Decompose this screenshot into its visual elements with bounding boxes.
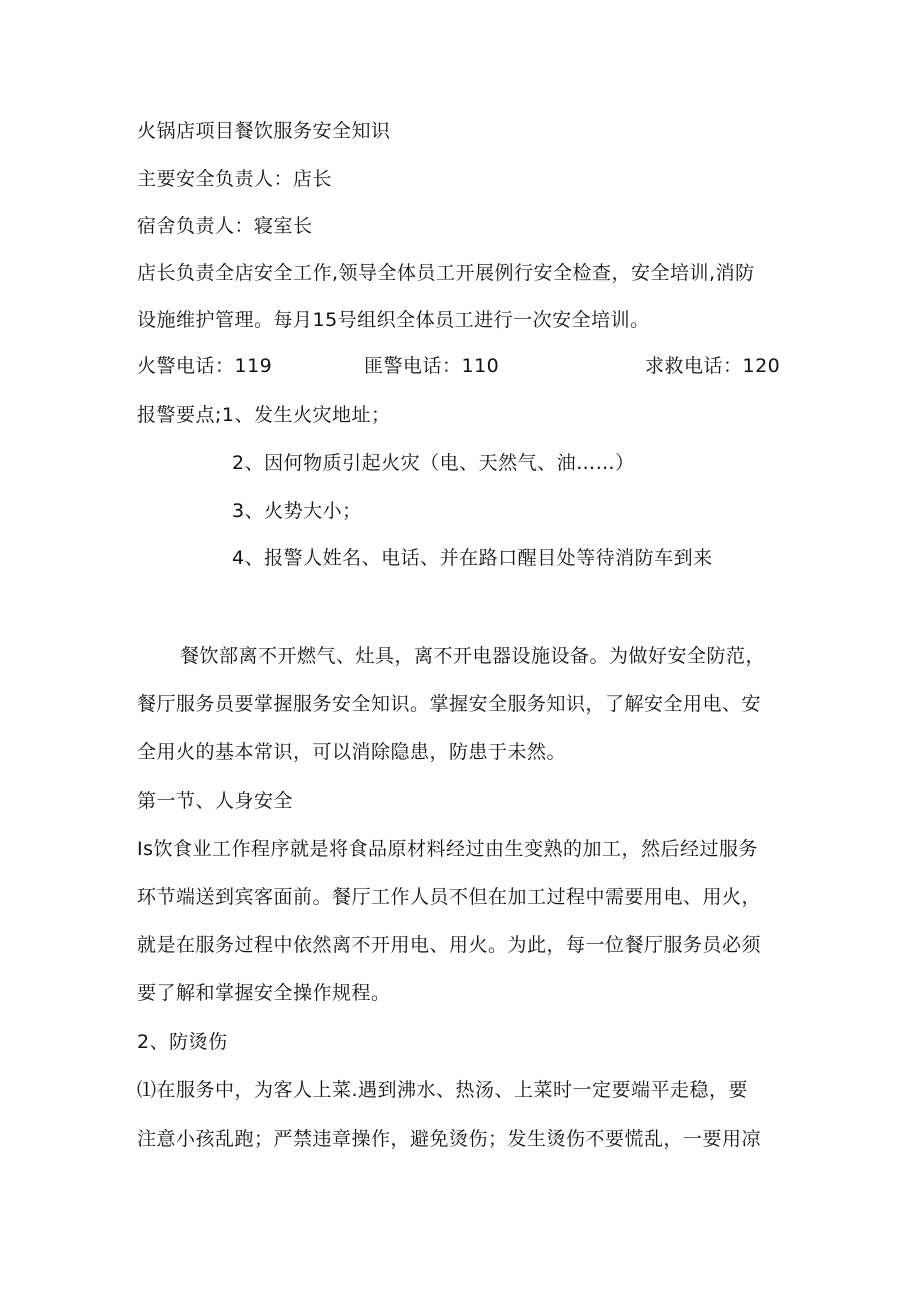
alarm-point-item-2: 2、因何物质引起火灾（电、天然气、油……）	[232, 452, 635, 474]
police-phone: 匪警电话：110	[364, 355, 500, 377]
duty-paragraph-line-2: 设施维护管理。每月15号组织全体员工进行一次安全培训。	[137, 309, 650, 331]
main-responsible-line: 主要安全负责人：店长	[137, 168, 333, 190]
intro-paragraph-line-2: 餐厅服务员要掌握服务安全知识。掌握安全服务知识，了解安全用电、安	[137, 693, 762, 715]
subsection-2-line-1: ⑴在服务中，为客人上菜.遇到沸水、热汤、上菜时一定要端平走稳，要	[137, 1079, 749, 1101]
intro-paragraph-line-3: 全用火的基本常识，可以消除隐患，防患于未然。	[137, 741, 567, 763]
subsection-2-line-2: 注意小孩乱跑；严禁违章操作，避免烫伤；发生烫伤不要慌乱，一要用凉	[137, 1128, 762, 1150]
document-title: 火锅店项目餐饮服务安全知识	[137, 120, 391, 142]
section-1-line-4: 要了解和掌握安全操作规程。	[137, 982, 391, 1004]
alarm-point-item-3: 3、火势大小；	[232, 500, 362, 522]
section-1-heading: 第一节、人身安全	[137, 790, 294, 812]
intro-paragraph-line-1: 餐饮部离不开燃气、灶具，离不开电器设施设备。为做好安全防范，	[180, 645, 766, 667]
alarm-points-lead: 报警要点;1、发生火灾地址；	[137, 404, 391, 426]
section-1-line-1: Is饮食业工作程序就是将食品原材料经过由生变熟的加工，然后经过服务	[137, 838, 759, 860]
subsection-2-heading: 2、防烫伤	[137, 1031, 228, 1053]
fire-phone: 火警电话：119	[137, 355, 273, 377]
section-1-line-3: 就是在服务过程中依然离不开用电、用火。为此，每一位餐厅服务员必须	[137, 934, 762, 956]
section-1-line-2: 环节端送到宾客面前。餐厅工作人员不但在加工过程中需要用电、用火，	[137, 886, 762, 908]
rescue-phone: 求救电话：120	[645, 355, 781, 377]
emergency-phones-row	[137, 354, 782, 378]
alarm-point-item-4: 4、报警人姓名、电话、并在路口醒目处等待消防车到来	[232, 547, 713, 569]
dorm-responsible-line: 宿舍负责人：寝室长	[137, 215, 313, 237]
duty-paragraph-line-1: 店长负责全店安全工作,领导全体员工开展例行安全检查，安全培训,消防	[137, 262, 755, 284]
